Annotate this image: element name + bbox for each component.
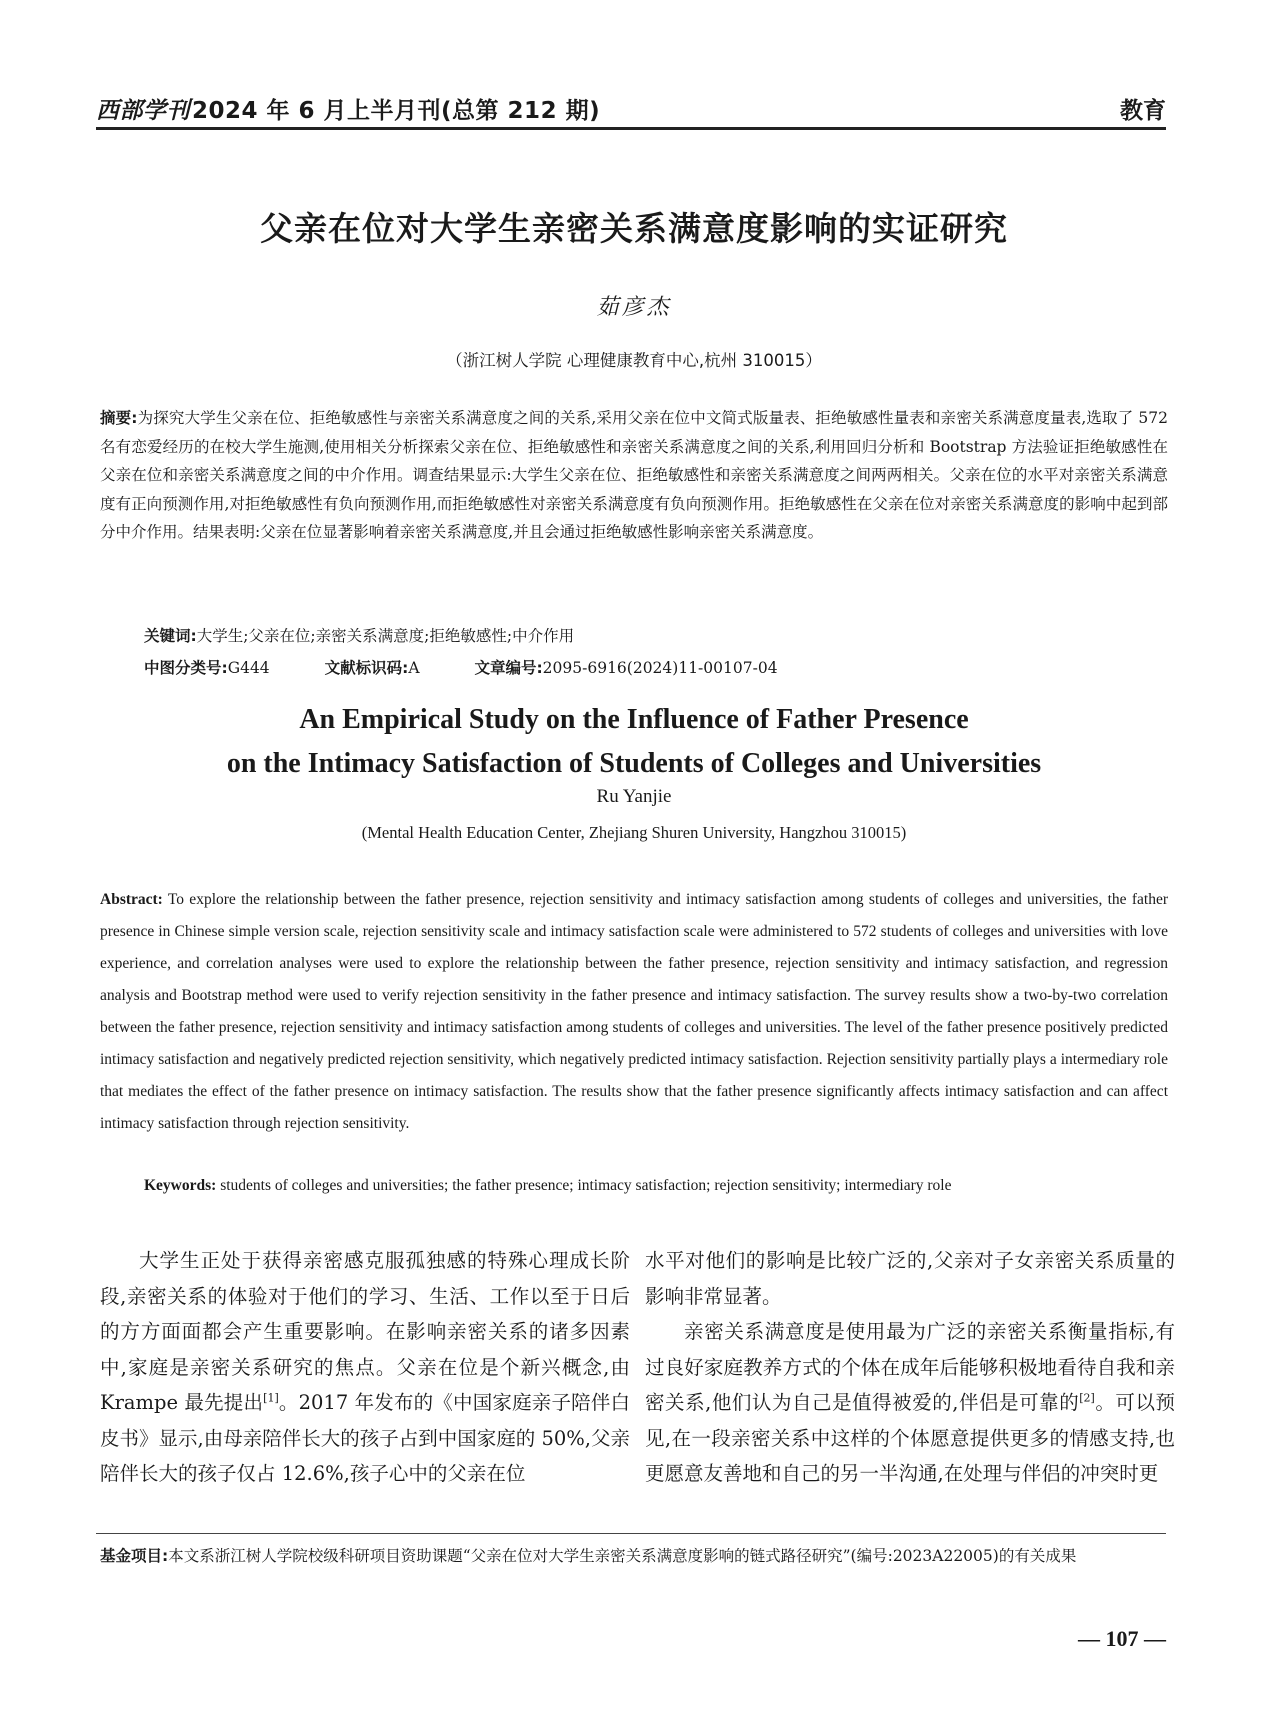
keywords-english <box>144 1177 1174 1195</box>
issue-info: 2024 年 6 月上半月刊(总第 212 期) <box>192 98 601 124</box>
journal-logo: 西部学刊 <box>96 97 190 124</box>
footnote-rule <box>96 1533 1166 1534</box>
title-english-line2: on the Intimacy Satisfaction of Students of Colleges and Universities <box>226 748 1042 779</box>
author-chinese: 茹彦杰 <box>596 295 672 320</box>
journal-masthead <box>96 92 600 125</box>
author-english: Ru Yanjie <box>596 786 672 807</box>
body-column-left <box>100 1243 630 1492</box>
keywords-chinese-text: 大学生;父亲在位;亲密关系满意度;拒绝敏感性;中介作用 <box>196 627 575 645</box>
abstract-english-text: To explore the relationship between the father presence, rejection sensitivity and intimacy satisfaction among students of colleges and universities, the father presence in Chinese simple version scale, rejection sensitivity scale and intimacy satisfaction scale were administered to 572 students of colleges and universities with love experience, and correlation analyses were used to explore the relationship between the father presence, rejection sensitivity and intimacy satisfaction, and regression analysis and Bootstrap method were used to verify rejection sensitivity in the father presence and intimacy satisfaction. The survey results show a two-by-two correlation between the father presence, rejection sensitivity and intimacy satisfaction among students of colleges and universities. The level of the father presence positively predicted intimacy satisfaction and negatively predicted rejection sensitivity, which negatively predicted intimacy satisfaction. Rejection sensitivity partially plays a intermediary role that mediates the effect of the father presence on intimacy satisfaction. The results show that the father presence significantly affects intimacy satisfaction and can affect intimacy satisfaction through rejection sensitivity. <box>100 891 1168 1132</box>
document-code-label: 文献标识码: <box>324 659 409 677</box>
section-label: 教育 <box>1120 98 1166 124</box>
title-chinese: 父亲在位对大学生亲密关系满意度影响的实证研究 <box>260 209 1008 248</box>
citation-ref: [1] <box>263 1391 279 1405</box>
document-code <box>325 652 420 684</box>
body-paragraph <box>100 1243 630 1492</box>
funding-label: 基金项目: <box>100 1547 169 1565</box>
affiliation-chinese: （浙江树人学院 心理健康教育中心,杭州 310015） <box>446 351 822 370</box>
title-english <box>0 698 1268 786</box>
body-text: 亲密关系满意度是使用最为广泛的亲密关系衡量指标,有过良好家庭教养方式的个体在成年后能够积极地看待自我和亲密关系,他们认为自己是值得被爱的,伴侣是可靠的 <box>645 1320 1175 1414</box>
body-paragraph <box>645 1314 1175 1492</box>
funding-footnote <box>100 1543 1166 1569</box>
document-code-value: A <box>408 659 420 677</box>
citation-ref: [2] <box>1079 1391 1095 1405</box>
body-text: 。可以预见,在一段亲密关系中这样的个体愿意提供更多的情感支持,也更愿意友善地和自己的另一半沟通,在处理与伴侣的冲突时更 <box>645 1391 1175 1485</box>
clc-number <box>144 652 270 684</box>
abstract-chinese <box>100 404 1168 547</box>
classification-row <box>144 652 1144 684</box>
article-number-label: 文章编号: <box>474 659 543 677</box>
keywords-english-label: Keywords: <box>144 1177 217 1194</box>
abstract-english <box>100 884 1168 1140</box>
running-header <box>96 88 1166 128</box>
body-paragraph: 水平对他们的影响是比较广泛的,父亲对子女亲密关系质量的影响非常显著。 <box>645 1249 1175 1308</box>
article-number <box>474 652 777 684</box>
keywords-english-text: students of colleges and universities; the father presence; intimacy satisfaction; rejection sensitivity; intermediary role <box>220 1177 952 1194</box>
page-number: — 107 — <box>1078 1626 1166 1651</box>
article-metadata <box>144 620 1144 684</box>
funding-text: 本文系浙江树人学院校级科研项目资助课题“父亲在位对大学生亲密关系满意度影响的链式路径研究”(编号:2023A22005)的有关成果 <box>168 1547 1077 1565</box>
body-text: 大学生正处于获得亲密感克服孤独感的特殊心理成长阶段,亲密关系的体验对于他们的学习、生活、工作以至于日后的方方面面都会产生重要影响。在影响亲密关系的诸多因素中,家庭是亲密关系研究的焦点。父亲在位是个新兴概念,由 Krampe 最先提出 <box>100 1249 630 1414</box>
clc-label: 中图分类号: <box>144 659 228 677</box>
header-rule <box>96 127 1166 130</box>
abstract-chinese-label: 摘要: <box>100 409 138 427</box>
clc-value: G444 <box>227 659 270 677</box>
affiliation-english: (Mental Health Education Center, Zhejiang Shuren University, Hangzhou 310015) <box>361 823 907 842</box>
body-column-right <box>645 1243 1175 1492</box>
body-text: 。2017 年发布的《中国家庭亲子陪伴白皮书》显示,由母亲陪伴长大的孩子占到中国家庭的 50%,父亲陪伴长大的孩子仅占 12.6%,孩子心中的父亲在位 <box>100 1391 631 1485</box>
keywords-chinese <box>144 620 1144 652</box>
keywords-chinese-label: 关键词: <box>144 627 197 645</box>
article-number-value: 2095-6916(2024)11-00107-04 <box>542 659 778 677</box>
abstract-chinese-text: 为探究大学生父亲在位、拒绝敏感性与亲密关系满意度之间的关系,采用父亲在位中文简式版量表、拒绝敏感性量表和亲密关系满意度量表,选取了 572 名有恋爱经历的在校大学生施测,使用相关分析探索父亲在位、拒绝敏感性和亲密关系满意度之间的关系,利用回归分析和 Bootstrap 方法验证拒绝敏感性在父亲在位和亲密关系满意度之间的中介作用。调查结果显示:大学生父亲在位、拒绝敏感性和亲密关系满意度之间两两相关。父亲在位的水平对亲密关系满意度有正向预测作用,对拒绝敏感性有负向预测作用,而拒绝敏感性对亲密关系满意度有负向预测作用。拒绝敏感性在父亲在位对亲密关系满意度的影响中起到部分中介作用。结果表明:父亲在位显著影响着亲密关系满意度,并且会通过拒绝敏感性影响亲密关系满意度。 <box>100 409 1169 541</box>
abstract-english-label: Abstract: <box>100 891 163 908</box>
title-english-line1: An Empirical Study on the Influence of Father Presence <box>299 704 969 735</box>
